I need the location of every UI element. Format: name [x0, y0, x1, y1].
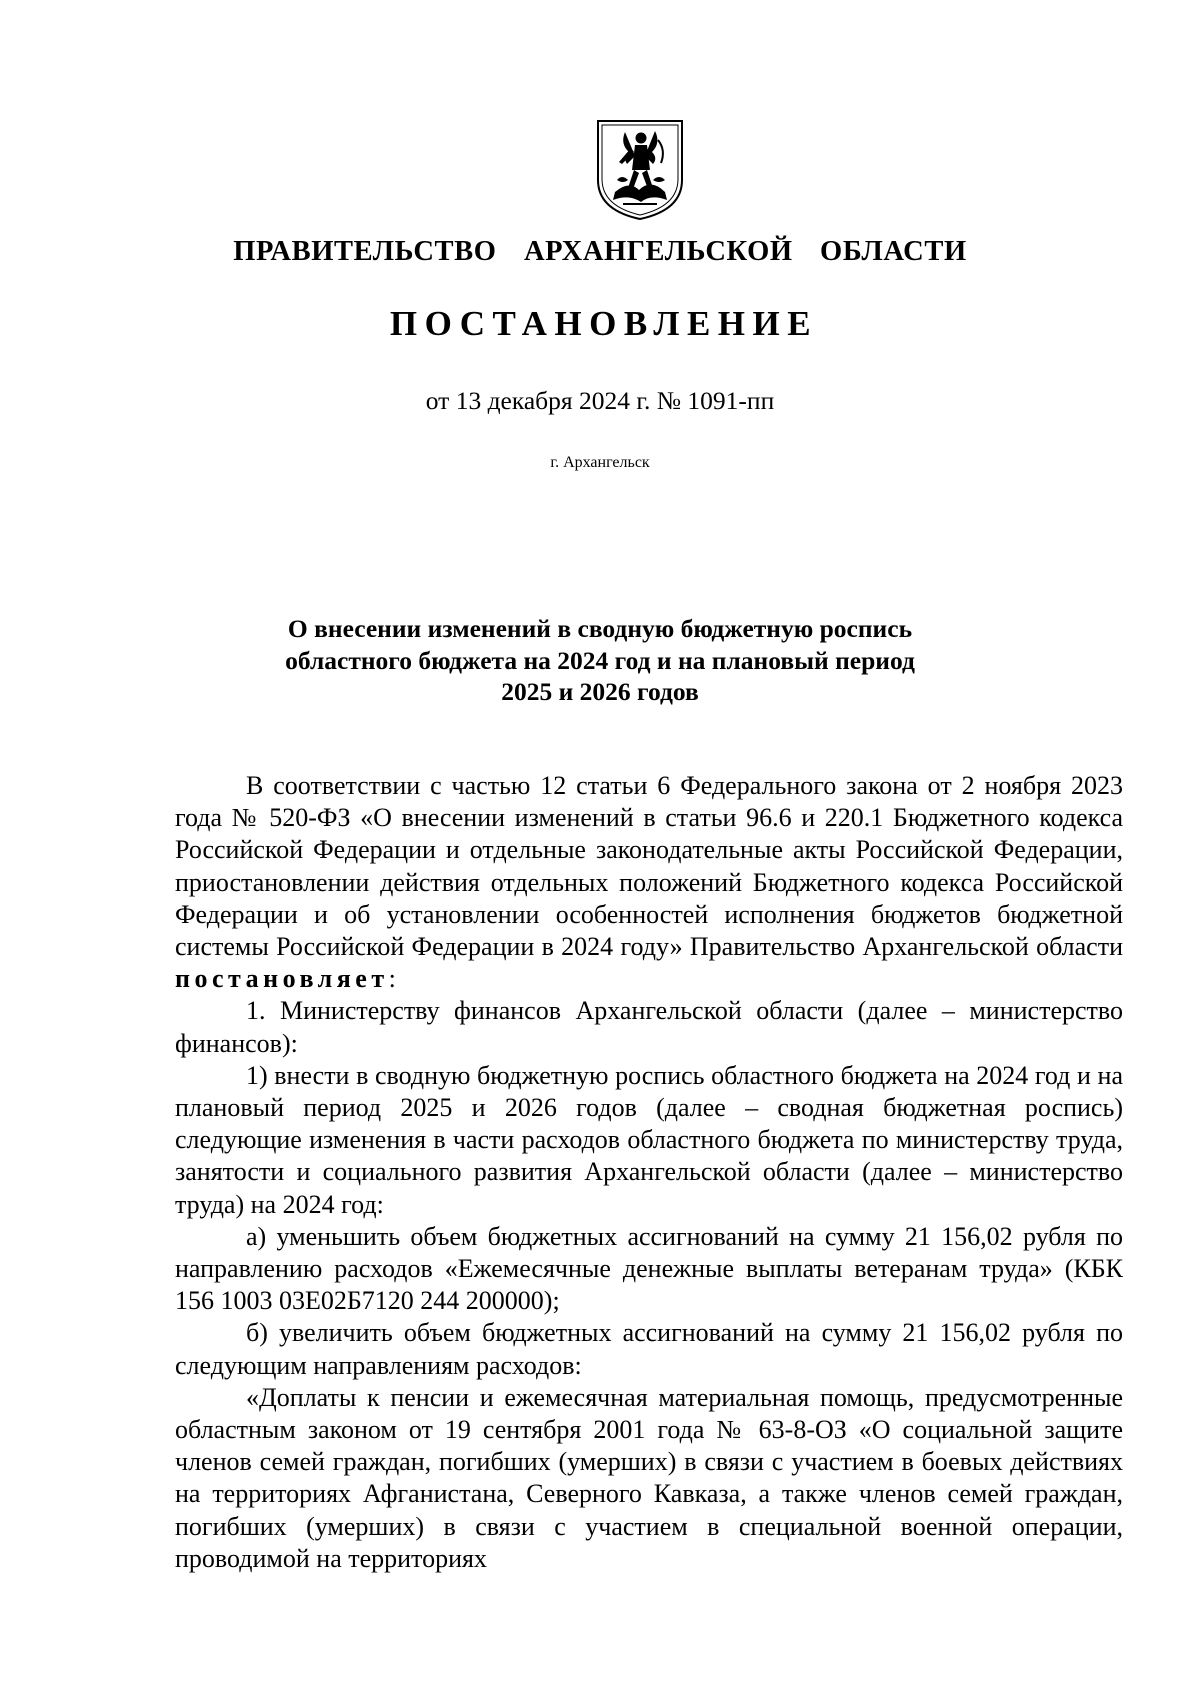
document-subject	[0, 613, 1200, 708]
subject-line-2: областного бюджета на 2024 год и на плановый период	[285, 645, 915, 675]
preamble-end: :	[388, 964, 396, 994]
paragraph-subitem-b: б) увеличить объем бюджетных ассигнований на сумму 21 156,02 рубля по следующим направлениям расходов:	[175, 1318, 1123, 1380]
paragraph-item-1: 1. Министерству финансов Архангельской области (далее – министерство финансов):	[175, 996, 1123, 1058]
document-type: ПОСТАНОВЛЕНИЕ	[389, 304, 819, 343]
document-body	[175, 770, 1123, 1575]
document-city: г. Архангельск	[550, 454, 650, 471]
coat-of-arms-icon	[595, 118, 685, 222]
subject-line-1: О внесении изменений в сводную бюджетную роспись	[287, 614, 913, 643]
resolves-word: постановляет	[175, 964, 389, 994]
subject-line-3: 2025 и 2026 годов	[501, 677, 699, 706]
paragraph-expense-direction: «Доплаты к пенсии и ежемесячная материальная помощь, предусмотренные областным законом от 19 сентября 2001 года № 63-8-ОЗ «О социальной защите членов семей граждан, погибших (умерших) в связи с участием в боевых действиях на территориях Афганистана, Северного Кавказа, а также членов семей граждан, погибших (умерших) в связи с участием в специальной военной операции, проводимой на территориях	[175, 1382, 1123, 1573]
paragraph-preamble	[175, 770, 1123, 995]
document-date-number: от 13 декабря 2024 г. № 1091-пп	[425, 386, 775, 415]
paragraph-subitem-1: 1) внести в сводную бюджетную роспись областного бюджета на 2024 год и на плановый период 2025 и 2026 годов (далее – сводная бюджетная роспись) следующие изменения в части расходов областного бюджета по министерству труда, занятости и социального развития Архангельской области (далее – министерство труда) на 2024 год:	[175, 1060, 1123, 1219]
preamble-text: В соответствии с частью 12 статьи 6 Федерального закона от 2 ноября 2023 года № 520-ФЗ «О внесении изменений в статьи 96.6 и 220.1 Бюджетного кодекса Российской Федерации и отдельные законодательные акты Российской Федерации, приостановлении действия отдельных положений Бюджетного кодекса Российской Федерации и об установлении особенностей исполнения бюджетов бюджетной системы Российской Федерации в 2024 году» Правительство Архангельской области	[175, 771, 1123, 962]
government-name: ПРАВИТЕЛЬСТВО АРХАНГЕЛЬСКОЙ ОБЛАСТИ	[233, 236, 967, 267]
paragraph-subitem-a: а) уменьшить объем бюджетных ассигнований на сумму 21 156,02 рубля по направлению расходов «Ежемесячные денежные выплаты ветеранам труда» (КБК 156 1003 03Е02Б7120 244 200000);	[175, 1221, 1123, 1316]
